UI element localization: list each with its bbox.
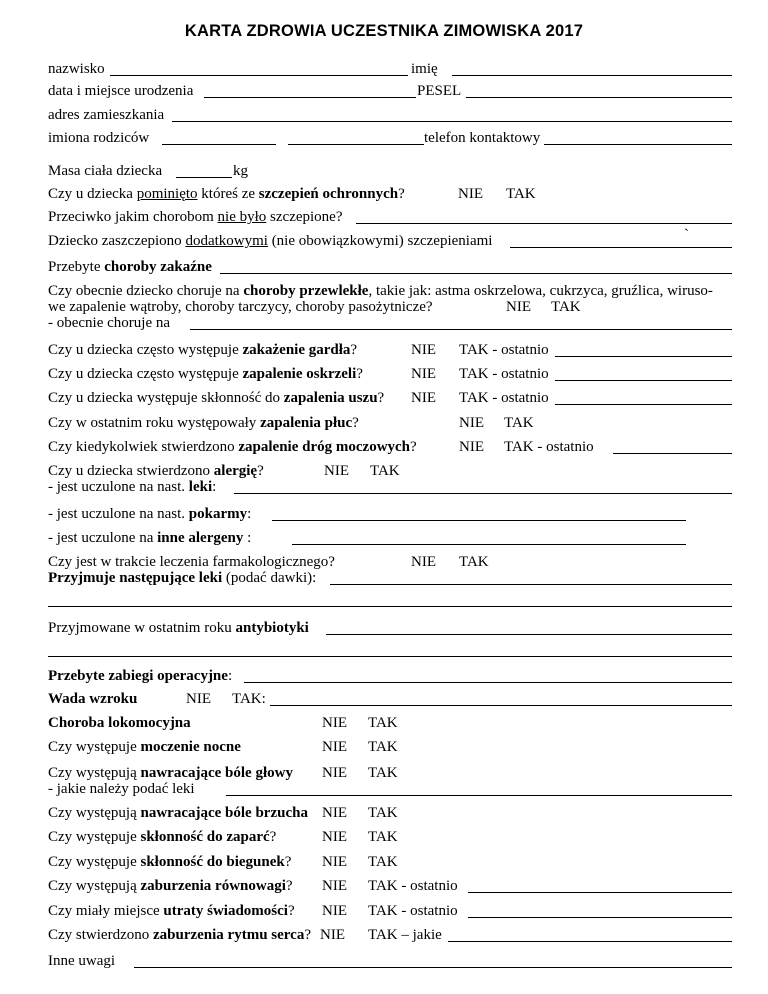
throat-tak[interactable]: TAK - ostatnio	[459, 342, 549, 358]
surname-row	[48, 60, 732, 78]
vacc-against-question: Przeciwko jakim chorobom nie było szczepione?	[48, 209, 343, 225]
allergy-drugs-label: - jest uczulone na nast. leki:	[48, 479, 217, 495]
allergy-food-row	[48, 505, 732, 523]
first-name-field[interactable]	[452, 75, 732, 76]
vaccination-question: Czy u dziecka pominięto któreś ze szczepień ochronnych?	[48, 186, 405, 202]
chronic-question-1: Czy obecnie dziecko choruje na choroby przewlekłe, takie jak: astma oskrzelowa, cukrzyca, gruźlica, wiruso-	[48, 283, 713, 299]
vacc-against-row	[48, 208, 732, 226]
address-field[interactable]	[172, 121, 732, 122]
bedwetting-row	[48, 738, 732, 756]
vacc-extra-tick: `	[684, 227, 689, 243]
heart-question: Czy stwierdzono zaburzenia rytmu serca?	[48, 927, 312, 943]
parents-field-2[interactable]	[288, 144, 424, 145]
motion-label: Choroba lokomocyjna	[48, 715, 191, 731]
vaccination-nie[interactable]: NIE	[458, 186, 483, 202]
constipation-question: Czy występuje skłonność do zaparć?	[48, 829, 277, 845]
urinary-field[interactable]	[613, 453, 732, 454]
balance-question: Czy występują zaburzenia równowagi?	[48, 878, 293, 894]
weight-label: Masa ciała dziecka	[48, 163, 163, 179]
meds-field[interactable]	[330, 584, 732, 585]
diarrhea-row	[48, 853, 732, 871]
weight-unit: kg	[233, 163, 248, 179]
heart-nie[interactable]: NIE	[320, 927, 345, 943]
allergy-tak[interactable]: TAK	[370, 463, 400, 479]
infectious-row	[48, 258, 732, 276]
heart-field[interactable]	[448, 941, 732, 942]
vacc-extra-question: Dziecko zaszczepiono dodatkowymi (nie obowiązkowymi) szczepieniami	[48, 233, 493, 249]
phone-field[interactable]	[544, 144, 732, 145]
diarrhea-question: Czy występuje skłonność do biegunek?	[48, 854, 292, 870]
lungs-tak[interactable]: TAK	[504, 415, 534, 431]
first-name-label: imię	[411, 61, 438, 77]
stomach-nie[interactable]: NIE	[322, 805, 347, 821]
pharma-tak[interactable]: TAK	[459, 554, 489, 570]
pharma-nie[interactable]: NIE	[411, 554, 436, 570]
diarrhea-tak[interactable]: TAK	[368, 854, 398, 870]
allergy-drugs-row	[48, 478, 732, 496]
pesel-field[interactable]	[466, 97, 732, 98]
vaccination-row	[48, 185, 732, 203]
birth-label: data i miejsce urodzenia	[48, 83, 194, 99]
stomach-row	[48, 804, 732, 822]
chronic-question-2: we zapalenie wątroby, choroby tarczycy, choroby pasożytnicze?	[48, 299, 433, 315]
weight-row	[48, 162, 732, 180]
lungs-question: Czy w ostatnim roku występowały zapalenia płuc?	[48, 415, 359, 431]
vision-field[interactable]	[270, 705, 732, 706]
meds-field-2[interactable]	[48, 606, 732, 607]
motion-row	[48, 714, 732, 732]
headache-tak[interactable]: TAK	[368, 765, 398, 781]
vacc-against-field[interactable]	[356, 223, 732, 224]
lungs-nie[interactable]: NIE	[459, 415, 484, 431]
address-row	[48, 106, 732, 124]
antibiotics-field[interactable]	[326, 634, 732, 635]
ears-field[interactable]	[555, 404, 732, 405]
faint-tak[interactable]: TAK - ostatnio	[368, 903, 458, 919]
allergy-nie[interactable]: NIE	[324, 463, 349, 479]
headache-nie[interactable]: NIE	[322, 765, 347, 781]
throat-nie[interactable]: NIE	[411, 342, 436, 358]
bronchitis-tak[interactable]: TAK - ostatnio	[459, 366, 549, 382]
allergy-other-row	[48, 529, 732, 547]
diarrhea-nie[interactable]: NIE	[322, 854, 347, 870]
vision-label: Wada wzroku	[48, 691, 138, 707]
vision-nie[interactable]: NIE	[186, 691, 211, 707]
vaccination-tak[interactable]: TAK	[506, 186, 536, 202]
phone-label: telefon kontaktowy	[424, 130, 541, 146]
address-label: adres zamieszkania	[48, 107, 165, 123]
chronic-tak[interactable]: TAK	[551, 299, 581, 315]
bedwetting-question: Czy występuje moczenie nocne	[48, 739, 241, 755]
vision-tak[interactable]: TAK:	[232, 691, 266, 707]
bronchitis-question: Czy u dziecka często występuje zapalenie oskrzeli?	[48, 366, 363, 382]
vacc-extra-field[interactable]	[510, 247, 732, 248]
balance-field[interactable]	[468, 892, 732, 893]
balance-nie[interactable]: NIE	[322, 878, 347, 894]
urinary-tak[interactable]: TAK - ostatnio	[504, 439, 594, 455]
infectious-field[interactable]	[220, 273, 732, 274]
pesel-label: PESEL	[417, 83, 462, 99]
allergy-question: Czy u dziecka stwierdzono alergię?	[48, 463, 264, 479]
bronchitis-row	[48, 365, 732, 383]
infectious-label: Przebyte choroby zakaźne	[48, 259, 212, 275]
form-title: KARTA ZDROWIA UCZESTNIKA ZIMOWISKA 2017	[184, 22, 584, 40]
chronic-row-3	[48, 314, 732, 332]
weight-field[interactable]	[176, 177, 232, 178]
surgery-field[interactable]	[244, 682, 732, 683]
lungs-row	[48, 414, 732, 432]
bedwetting-tak[interactable]: TAK	[368, 739, 398, 755]
stomach-tak[interactable]: TAK	[368, 805, 398, 821]
parents-label: imiona rodziców	[48, 130, 150, 146]
headache-meds-field[interactable]	[226, 795, 732, 796]
surname-field[interactable]	[110, 75, 408, 76]
antibiotics-field-2[interactable]	[48, 656, 732, 657]
throat-field[interactable]	[555, 356, 732, 357]
notes-label: Inne uwagi	[48, 953, 116, 969]
headache-meds-label: - jakie należy podać leki	[48, 781, 195, 797]
urinary-row	[48, 438, 732, 456]
allergy-other-field[interactable]	[292, 544, 686, 545]
urinary-question: Czy kiedykolwiek stwierdzono zapalenie dróg moczowych?	[48, 439, 417, 455]
birth-field[interactable]	[204, 97, 416, 98]
allergy-food-label: - jest uczulone na nast. pokarmy:	[48, 506, 252, 522]
notes-row	[48, 952, 732, 970]
throat-row	[48, 341, 732, 359]
antibiotics-row	[48, 619, 732, 637]
surgery-label: Przebyte zabiegi operacyjne:	[48, 668, 233, 684]
surname-label: nazwisko	[48, 61, 105, 77]
balance-tak[interactable]: TAK - ostatnio	[368, 878, 458, 894]
motion-nie[interactable]: NIE	[322, 715, 347, 731]
ears-question: Czy u dziecka występuje skłonność do zapalenia uszu?	[48, 390, 385, 406]
stomach-question: Czy występują nawracające bóle brzucha	[48, 805, 308, 821]
meds-label: Przyjmuje następujące leki (podać dawki):	[48, 570, 317, 586]
pharma-question: Czy jest w trakcie leczenia farmakologicznego?	[48, 554, 335, 570]
balance-row	[48, 877, 732, 895]
headache-question: Czy występują nawracające bóle głowy	[48, 765, 293, 781]
constipation-row	[48, 828, 732, 846]
headache-meds-row	[48, 780, 732, 798]
heart-tak[interactable]: TAK – jakie	[368, 927, 442, 943]
faint-question: Czy miały miejsce utraty świadomości?	[48, 903, 295, 919]
allergy-food-field[interactable]	[272, 520, 686, 521]
constipation-tak[interactable]: TAK	[368, 829, 398, 845]
faint-row	[48, 902, 732, 920]
throat-question: Czy u dziecka często występuje zakażenie gardła?	[48, 342, 358, 358]
ears-tak[interactable]: TAK - ostatnio	[459, 390, 549, 406]
heart-row	[48, 926, 732, 944]
motion-tak[interactable]: TAK	[368, 715, 398, 731]
bronchitis-field[interactable]	[555, 380, 732, 381]
antibiotics-label: Przyjmowane w ostatnim roku antybiotyki	[48, 620, 309, 636]
faint-nie[interactable]: NIE	[322, 903, 347, 919]
birth-row	[48, 82, 732, 100]
urinary-nie[interactable]: NIE	[459, 439, 484, 455]
meds-row	[48, 569, 732, 587]
surgery-row	[48, 667, 732, 685]
parents-row	[48, 129, 732, 147]
bronchitis-nie[interactable]: NIE	[411, 366, 436, 382]
vision-row	[48, 690, 732, 708]
ears-row	[48, 389, 732, 407]
chronic-current-label: - obecnie choruje na	[48, 315, 171, 331]
ears-nie[interactable]: NIE	[411, 390, 436, 406]
chronic-current-field[interactable]	[190, 329, 732, 330]
bedwetting-nie[interactable]: NIE	[322, 739, 347, 755]
constipation-nie[interactable]: NIE	[322, 829, 347, 845]
allergy-other-label: - jest uczulone na inne alergeny :	[48, 530, 252, 546]
allergy-drugs-field[interactable]	[234, 493, 732, 494]
notes-field[interactable]	[134, 967, 732, 968]
chronic-nie[interactable]: NIE	[506, 299, 531, 315]
faint-field[interactable]	[468, 917, 732, 918]
parents-field-1[interactable]	[162, 144, 276, 145]
vacc-extra-row	[48, 227, 732, 250]
